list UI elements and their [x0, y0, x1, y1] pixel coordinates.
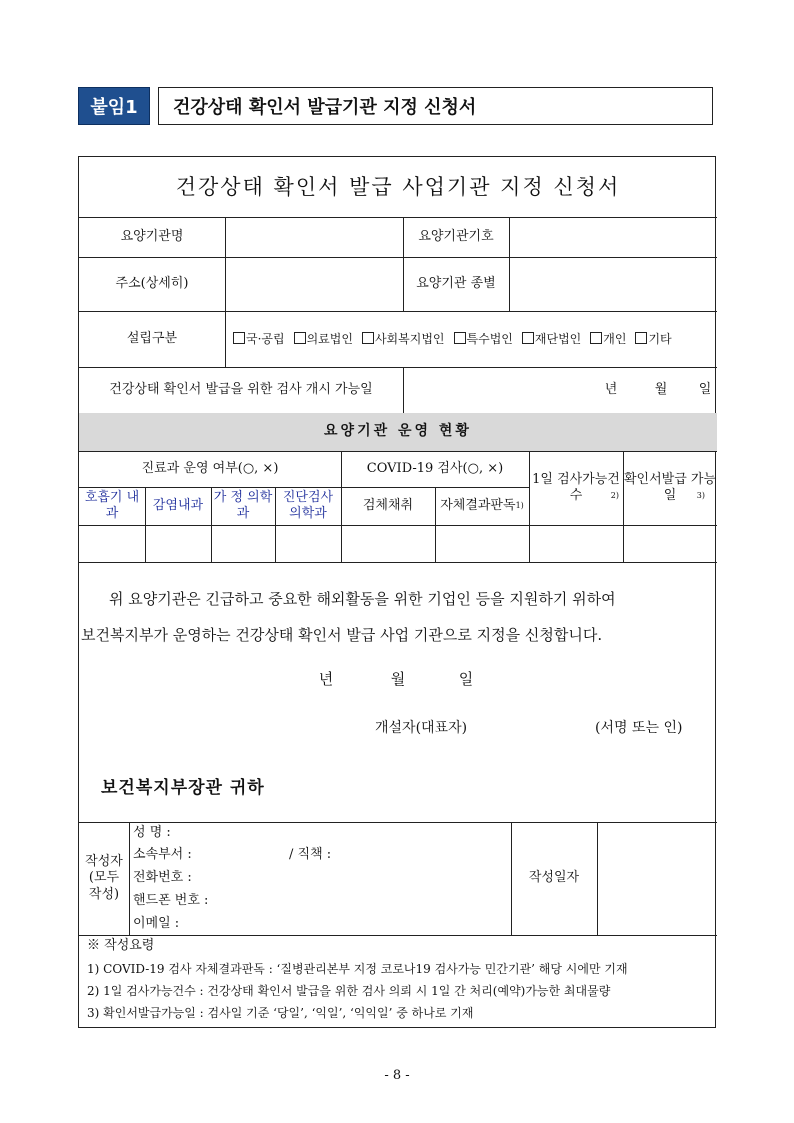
- option-medical-corp[interactable]: 의료법인: [294, 332, 353, 347]
- author-mobile-label: 핸드폰 번호 :: [133, 892, 209, 908]
- dept-family: 가 정 의학과: [213, 489, 273, 521]
- input-author-date[interactable]: [597, 822, 717, 935]
- option-other[interactable]: 기타: [635, 332, 671, 347]
- option-foundation[interactable]: 재단법인: [522, 332, 581, 347]
- attachment-tag: 붙임1: [78, 87, 150, 125]
- option-public[interactable]: 국·공립: [233, 332, 285, 347]
- option-special-corp[interactable]: 특수법인: [454, 332, 513, 347]
- input-family[interactable]: [211, 525, 275, 562]
- start-date-day: 일: [698, 381, 712, 397]
- addressee: 보건복지부장관 귀하: [101, 778, 265, 799]
- author-department-label: 소속부서 :: [133, 846, 192, 862]
- input-daily-capacity[interactable]: [529, 525, 623, 562]
- statement-day: 일: [458, 669, 474, 688]
- checkbox-icon: [454, 332, 466, 344]
- dept-group-header: 진료과 운영 여부(○, ×): [141, 460, 279, 476]
- note-1: 1) COVID-19 검사 자체결과판독 : ‘질병관리본부 지정 코로나19 검사가능 민간기관’ 해당 시에만 기재: [87, 961, 628, 976]
- author-name-label: 성 명 :: [133, 824, 171, 840]
- input-self-reading[interactable]: [435, 525, 529, 562]
- daily-capacity-header: 1일 검사가능건수 2): [532, 471, 620, 503]
- covid-sample-collection: 검체채취: [362, 497, 414, 513]
- checkbox-icon: [590, 332, 602, 344]
- input-institution-type[interactable]: [509, 257, 717, 311]
- statement-month: 월: [390, 669, 406, 688]
- start-date-month: 월: [654, 381, 668, 397]
- input-institution-name[interactable]: [225, 217, 403, 257]
- input-lab-medicine[interactable]: [275, 525, 341, 562]
- covid-group-header: COVID-19 검사(○, ×): [366, 460, 504, 476]
- checkbox-icon: [362, 332, 374, 344]
- input-respiratory[interactable]: [79, 525, 145, 562]
- founder-label: 개설자(대표자): [375, 720, 468, 737]
- label-address: 주소(상세히): [115, 275, 189, 291]
- form-title: 건강상태 확인서 발급 사업기관 지정 신청서: [175, 174, 621, 199]
- author-label: 작성자 (모두 작성): [85, 854, 123, 902]
- label-institution-type: 요양기관 종별: [416, 275, 496, 291]
- dept-respiratory: 호흡기 내과: [84, 489, 140, 521]
- header-title: 건강상태 확인서 발급기관 지정 신청서: [158, 87, 713, 125]
- application-form: [78, 156, 716, 1028]
- label-start-date: 건강상태 확인서 발급을 위한 검사 개시 가능일: [109, 381, 373, 397]
- dept-infection: 감염내과: [152, 497, 204, 513]
- checkbox-icon: [522, 332, 534, 344]
- note-2: 2) 1일 검사가능건수 : 건강상태 확인서 발급을 위한 검사 의뢰 시 1일 간 처리(예약)가능한 최대물량: [87, 983, 611, 998]
- issue-day-header: 확인서발급 가능일 3): [623, 471, 717, 503]
- label-institution-code: 요양기관기호: [418, 228, 494, 244]
- statement-line-2: 보건복지부가 운영하는 건강상태 확인서 발급 사업 기관으로 지정을 신청합니다.: [81, 625, 603, 644]
- statement-line-1: 위 요양기관은 긴급하고 중요한 해외활동을 위한 기업인 등을 지원하기 위하여: [109, 589, 616, 608]
- input-sample-collection[interactable]: [341, 525, 435, 562]
- option-individual[interactable]: 개인: [590, 332, 626, 347]
- signature-label[interactable]: (서명 또는 인): [595, 720, 683, 737]
- label-institution-name: 요양기관명: [120, 228, 184, 244]
- input-institution-code[interactable]: [509, 217, 717, 257]
- label-establishment: 설립구분: [126, 330, 178, 346]
- checkbox-icon: [294, 332, 306, 344]
- dept-lab-medicine: 진단검사 의학과: [282, 489, 334, 521]
- notes-title: ※ 작성요령: [87, 937, 155, 953]
- author-email-label: 이메일 :: [133, 915, 180, 931]
- covid-self-reading: 자체결과판독 1): [440, 497, 524, 513]
- start-date-year: 년: [604, 381, 618, 397]
- option-social-welfare[interactable]: 사회복지법인: [362, 332, 445, 347]
- page-number: - 8 -: [384, 1068, 410, 1083]
- establishment-options: [225, 311, 717, 367]
- section-operation-status: 요양기관 운영 현황: [79, 413, 717, 451]
- checkbox-icon: [635, 332, 647, 344]
- author-date-label: 작성일자: [528, 870, 580, 886]
- input-address[interactable]: [225, 257, 403, 311]
- input-infection[interactable]: [145, 525, 211, 562]
- checkbox-icon: [233, 332, 245, 344]
- author-phone-label: 전화번호 :: [133, 869, 192, 885]
- input-issue-day[interactable]: [623, 525, 717, 562]
- statement-year: 년: [318, 669, 334, 688]
- note-3: 3) 확인서발급가능일 : 검사일 기준 ‘당일’, ‘익일’, ‘익익일’ 중 하나로 기재: [87, 1005, 474, 1020]
- author-position-label: / 직책 :: [289, 846, 332, 862]
